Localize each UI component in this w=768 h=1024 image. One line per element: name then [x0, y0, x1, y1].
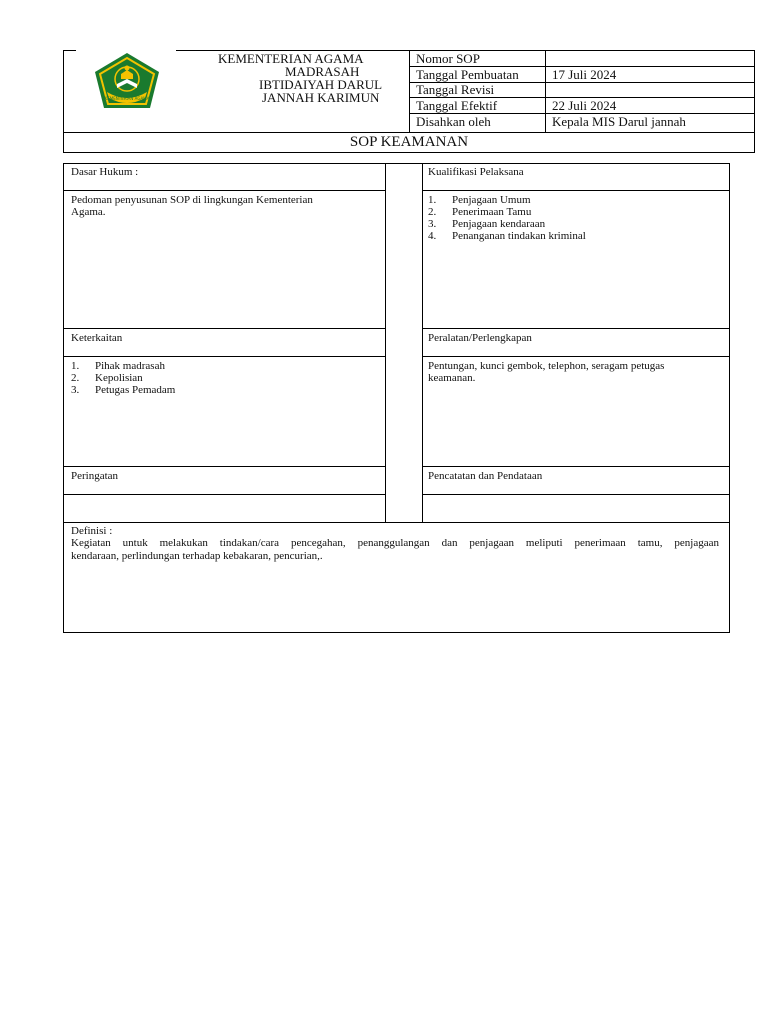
- list-item: 3. Penjagaan kendaraan: [428, 218, 546, 230]
- definisi-label: Definisi :: [71, 525, 113, 537]
- kualifikasi-label: Kualifikasi Pelaksana: [428, 166, 524, 178]
- org-name-line-2: MADRASAH: [285, 64, 360, 79]
- meta-label-tanggal-efektif: Tanggal Efektif: [416, 98, 498, 113]
- list-item: 2. Penerimaan Tamu: [428, 206, 532, 218]
- list-item: 1. Penjagaan Umum: [428, 194, 531, 206]
- peralatan-label: Peralatan/Perlengkapan: [428, 332, 532, 344]
- definisi-text-line-1: Kegiatan untuk melakukan tindakan/cara pencegahan, penanggulangan dan penjagaan meliputi penerimaan tamu, penjagaan: [71, 537, 719, 549]
- peralatan-text-line-1: Pentungan, kunci gembok, telephon, seragam petugas: [428, 360, 665, 372]
- dasar-hukum-text-line-2: Agama.: [71, 206, 106, 218]
- org-name-line-1: KEMENTERIAN AGAMA: [218, 51, 364, 66]
- kemenag-logo: [93, 52, 161, 110]
- meta-label-tanggal-revisi: Tanggal Revisi: [416, 82, 495, 97]
- meta-label-tanggal-pembuatan: Tanggal Pembuatan: [416, 67, 519, 82]
- meta-label-nomor-sop: Nomor SOP: [416, 51, 480, 66]
- peralatan-text-line-2: keamanan.: [428, 372, 476, 384]
- peringatan-label: Peringatan: [71, 470, 119, 482]
- org-name-line-3: IBTIDAIYAH DARUL: [259, 77, 383, 92]
- meta-label-disahkan-oleh: Disahkan oleh: [416, 114, 491, 129]
- definisi-text-line-2: kendaraan, perlindungan terhadap kebakaran, pencurian,.: [71, 550, 323, 562]
- meta-value-tanggal-efektif: 22 Juli 2024: [552, 98, 617, 113]
- list-item: 2. Kepolisian: [71, 372, 143, 384]
- keterkaitan-label: Keterkaitan: [71, 332, 123, 344]
- meta-value-disahkan-oleh: Kepala MIS Darul jannah: [552, 114, 686, 129]
- list-item: 4. Penanganan tindakan kriminal: [428, 230, 586, 242]
- org-name-line-4: JANNAH KARIMUN: [262, 90, 380, 105]
- meta-value-tanggal-pembuatan: 17 Juli 2024: [552, 67, 617, 82]
- logo-banner-text: KEMENTERIAN AGAMA: [104, 96, 150, 101]
- dasar-hukum-label: Dasar Hukum :: [71, 166, 139, 178]
- list-item: 1. Pihak madrasah: [71, 360, 165, 372]
- kualifikasi-list: [428, 194, 586, 242]
- sop-title: SOP KEAMANAN: [349, 134, 469, 150]
- dasar-hukum-text-line-1: Pedoman penyusunan SOP di lingkungan Kementerian: [71, 194, 313, 206]
- list-item: 3. Petugas Pemadam: [71, 384, 176, 396]
- keterkaitan-list: [71, 360, 175, 396]
- pencatatan-label: Pencatatan dan Pendataan: [428, 470, 543, 482]
